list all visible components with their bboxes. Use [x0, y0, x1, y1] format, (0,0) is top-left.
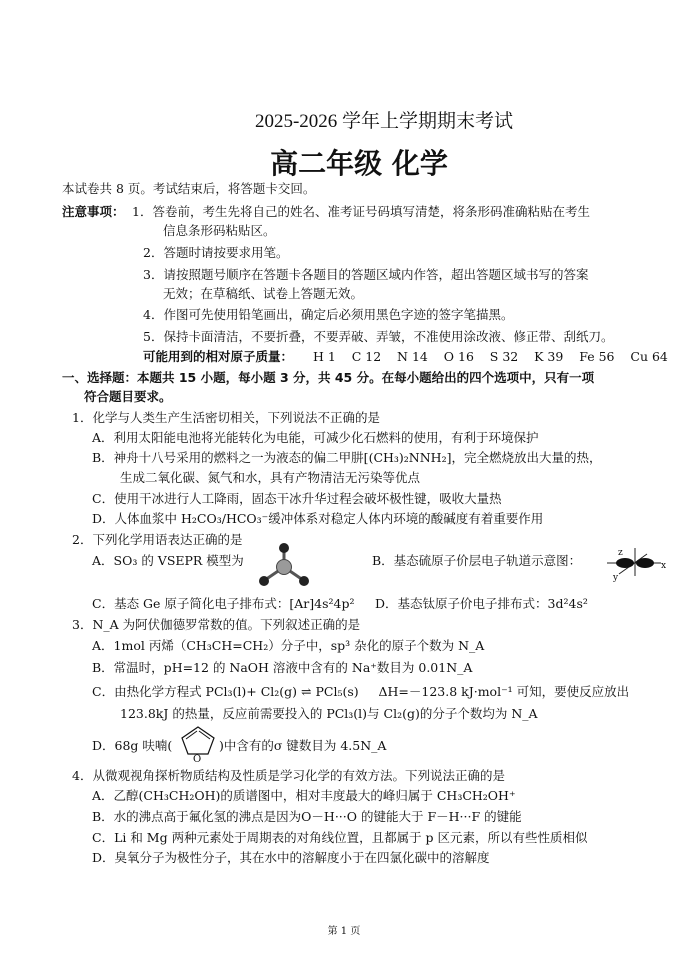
so3-vsepr-model-icon	[255, 540, 313, 590]
question-1-option-b-cont: 生成二氧化碳、氮气和水，具有产物清洁无污染等优点	[120, 470, 421, 485]
question-2-stem: 2．下列化学用语表达正确的是	[72, 532, 243, 547]
question-4-option-b: B．水的沸点高于氟化氢的沸点是因为O－H···O 的键能大于 F－H···F 的键能	[92, 809, 522, 824]
question-3-option-d: D．68g 呋喃(	[92, 738, 173, 753]
question-3-stem: 3．N_A 为阿伏伽德罗常数的值。下列叙述正确的是	[72, 617, 361, 632]
axis-label-x: x	[661, 561, 667, 571]
question-2-option-d: D．基态钛原子价电子排布式：3d²4s²	[375, 596, 588, 611]
question-1-option-b: B．神舟十八号采用的燃料之一为液态的偏二甲肼[(CH₃)₂NNH₂]，完全燃烧放出大量的热，	[92, 450, 602, 465]
question-4-stem: 4．从微观视角探析物质结构及性质是学习化学的有效方法。下列说法正确的是	[72, 768, 505, 783]
section-heading-cont: 符合题目要求。	[84, 389, 172, 404]
question-1-option-d: D．人体血浆中 H₂CO₃/HCO₃⁻缓冲体系对稳定人体内环境的酸碱度有着重要作用	[92, 511, 544, 526]
note-item: 无效；在草稿纸、试卷上答题无效。	[163, 286, 364, 301]
atomic-mass-label: 可能用到的相对原子质量：	[143, 349, 294, 364]
question-4-option-a: A．乙醇(CH₃CH₂OH)的质谱图中，相对丰度最大的峰归属于 CH₃CH₂OH⁺	[92, 788, 516, 803]
note-item: 信息条形码粘贴区。	[163, 223, 276, 238]
note-item: 3．请按照题号顺序在答题卡各题目的答题区域内作答，超出答题区域书写的答案	[143, 267, 589, 282]
question-2-option-a: A．SO₃ 的 VSEPR 模型为	[92, 553, 244, 568]
section-heading: 一、选择题：本题共 15 小题，每小题 3 分，共 45 分。在每小题给出的四个选项中，只有一项	[62, 370, 595, 385]
question-3-option-a: A．1mol 丙烯（CH₃CH=CH₂）分子中，sp³ 杂化的原子个数为 N_A	[92, 638, 485, 653]
question-3-option-c: C．由热化学方程式 PCl₃(l)+ Cl₂(g) ⇌ PCl₅(s) ΔH=－123.8 kJ·mol⁻¹ 可知，要使反应放出	[92, 684, 630, 699]
note-item: 2．答题时请按要求用笔。	[143, 245, 289, 260]
question-2-option-b: B．基态硫原子价层电子轨道示意图：	[372, 553, 582, 568]
question-1-stem: 1．化学与人类生产生活密切相关，下列说法不正确的是	[72, 410, 380, 425]
question-3-option-d-cont: )中含有的σ 键数目为 4.5N_A	[219, 738, 387, 753]
atomic-mass-values: H 1 C 12 N 14 O 16 S 32 K 39 Fe 56 Cu 64	[313, 349, 668, 364]
question-1-option-c: C．使用干冰进行人工降雨，固态干冰升华过程会破坏极性键，吸收大量热	[92, 491, 502, 506]
question-4-option-c: C．Li 和 Mg 两种元素处于周期表的对角线位置，且都属于 p 区元素，所以有些性质相似	[92, 830, 588, 845]
axis-label-y: y	[613, 573, 619, 583]
notes-label: 注意事项：	[62, 204, 125, 219]
exam-title: 2025-2026 学年上学期期末考试	[254, 111, 514, 132]
question-1-option-a: A．利用太阳能电池将光能转化为电能，可减少化石燃料的使用，有利于环境保护	[92, 430, 539, 445]
axis-label-z: z	[618, 548, 623, 558]
note-item: 1．答卷前，考生先将自己的姓名、准考证号码填写清楚，将条形码准确粘贴在考生	[132, 204, 590, 219]
exam-subject: 高二年级 化学	[270, 147, 448, 180]
note-item: 5．保持卡面清洁，不要折叠，不要弄破、弄皱，不准使用涂改液、修正带、刮纸刀。	[143, 329, 614, 344]
note-item: 4．作图可先使用铅笔画出，确定后必须用黑色字迹的签字笔描黑。	[143, 307, 514, 322]
question-3-option-b: B．常温时，pH=12 的 NaOH 溶液中含有的 Na⁺数目为 0.01N_A	[92, 660, 473, 675]
question-2-option-c: C．基态 Ge 原子简化电子排布式：[Ar]4s²4p²	[92, 596, 355, 611]
intro-text: 本试卷共 8 页。考试结束后，将答题卡交回。	[62, 181, 316, 196]
question-3-option-c-cont: 123.8kJ 的热量，反应前需要投入的 PCl₃(l)与 Cl₂(g)的分子个数均为 N_A	[120, 706, 538, 721]
page-number: 第 1 页	[327, 926, 361, 937]
question-4-option-d: D．臭氧分子为极性分子，其在水中的溶解度小于在四氯化碳中的溶解度	[92, 850, 490, 865]
furan-oxygen-label: O	[193, 754, 202, 765]
